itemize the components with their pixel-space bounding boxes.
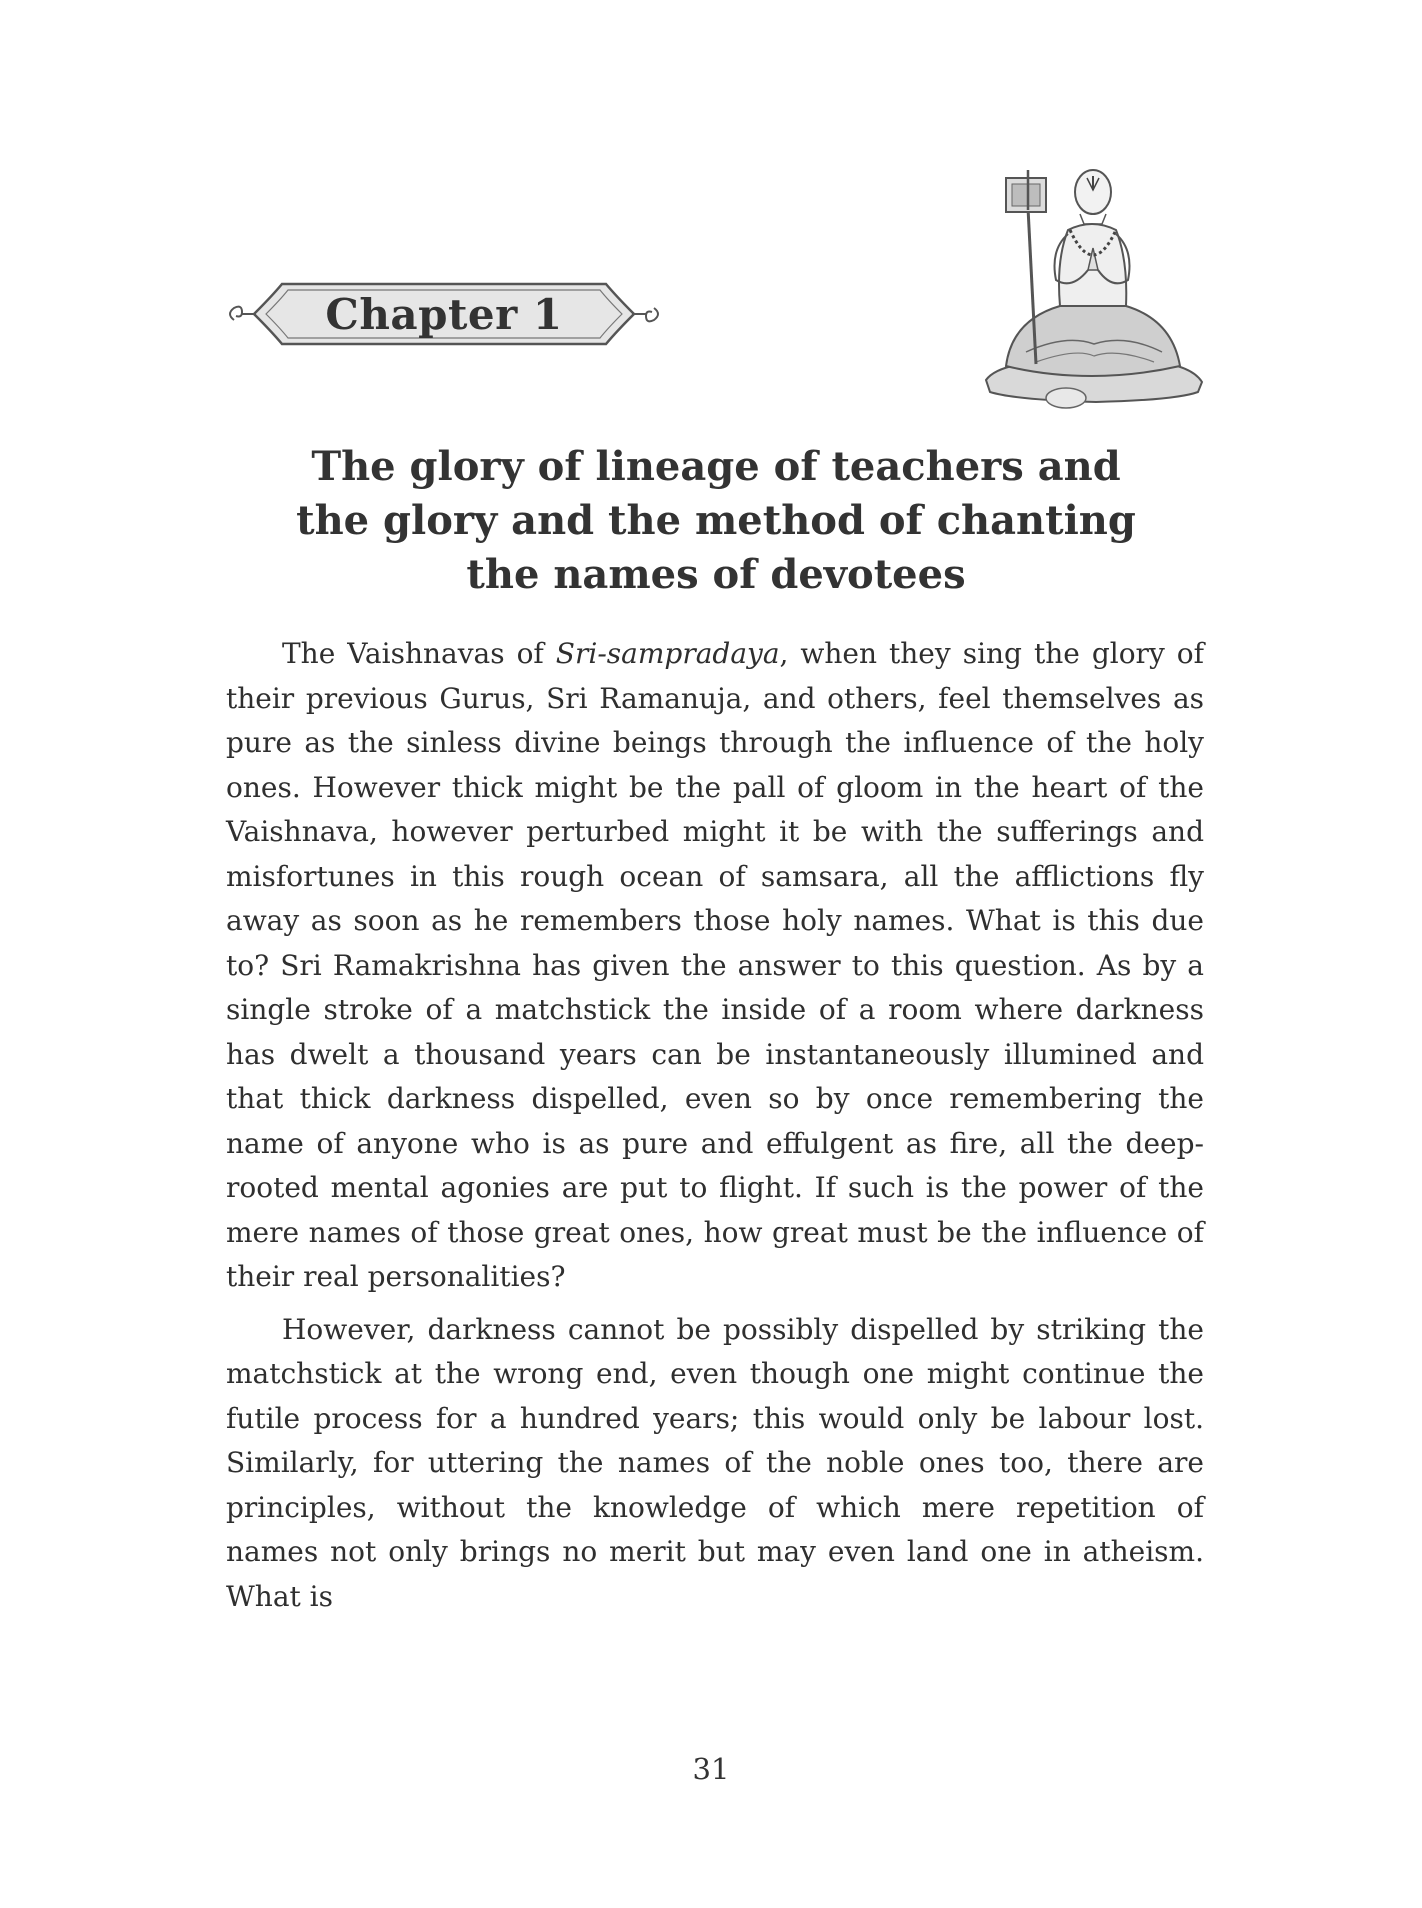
chapter-title-line: the names of devotees — [466, 551, 966, 598]
chapter-banner — [224, 274, 664, 354]
paragraph: However, darkness cannot be possibly dispelled by striking the matchstick at the wrong end, even though one might continue the futile process for a hundred years; this would only be labour lost. Similarly, for uttering the names of the noble ones too, there are principles, without the knowledge of which mere repetition of names not only brings no merit but may even land one in atheism. What is — [226, 1312, 1204, 1613]
page-number: 31 — [692, 1752, 730, 1786]
chapter-title-line: the glory and the method of chanting — [296, 497, 1136, 544]
paragraph-text: , when they sing the glory of their previous Gurus, Sri Ramanuja, and others, feel themselves as pure as the sinless divine beings through the influence of the holy ones. However thick might be the pall of gloom in the heart of the Vaishnava, however perturbed might it be with the sufferings and misfortunes in this rough ocean of samsara, all the afflictions fly away as soon as he remembers those holy names. What is this due to? Sri Ramakrishna has given the answer to this question. As by a single stroke of a matchstick the inside of a room where darkness has dwelt a thousand years can be instantaneously illumined and that thick darkness dispelled, even so by once remembering the name of anyone who is as pure and effulgent as fire, all the deep-rooted mental agonies are put to flight. If such is the power of the mere names of those great ones, how great must be the influence of their real personalities? — [226, 637, 1204, 1293]
chapter-label: Chapter 1 — [325, 289, 563, 339]
body-text — [226, 632, 1204, 1627]
chapter-title — [226, 440, 1206, 602]
saint-seated-icon — [976, 130, 1208, 420]
paragraph-text: The Vaishnavas of — [282, 637, 556, 670]
paragraph — [226, 632, 1204, 1300]
chapter-title-line: The glory of lineage of teachers and — [311, 443, 1121, 490]
emphasized-term: Sri-sampradaya — [555, 637, 780, 670]
